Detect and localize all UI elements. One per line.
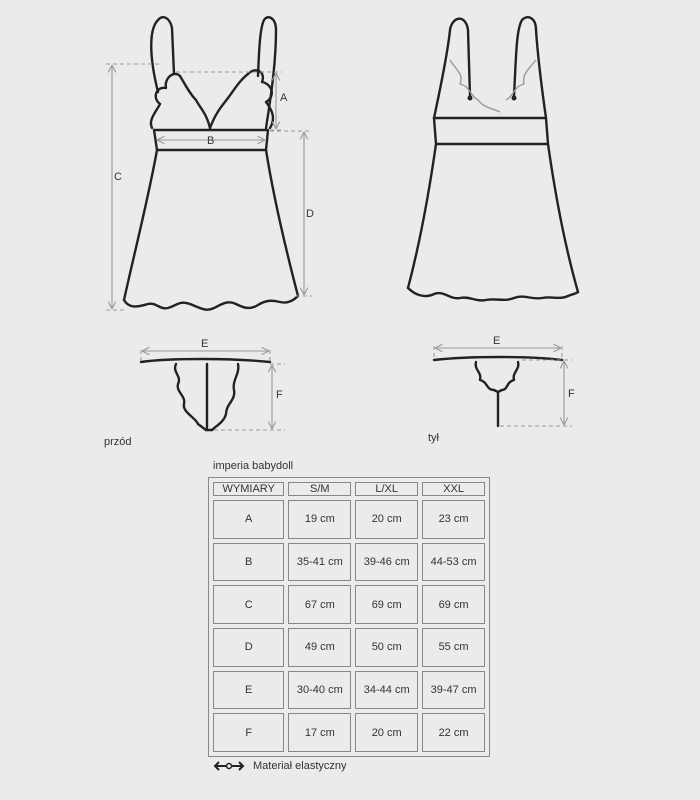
table-cell: 44-53 cm	[422, 543, 485, 582]
table-cell: 50 cm	[355, 628, 418, 667]
dim-label-b: B	[207, 135, 215, 147]
back-view-label: tył	[428, 432, 439, 444]
table-cell: 39-47 cm	[422, 671, 485, 710]
table-row	[213, 628, 485, 667]
column-header: L/XL	[355, 482, 418, 496]
dim-label-e-front: E	[201, 338, 209, 350]
column-header: XXL	[422, 482, 485, 496]
size-table	[208, 477, 490, 757]
front-view-label: przód	[104, 436, 132, 448]
table-row	[213, 713, 485, 752]
table-cell: 34-44 cm	[355, 671, 418, 710]
table-cell: F	[213, 713, 284, 752]
table-cell: 17 cm	[288, 713, 351, 752]
table-cell: E	[213, 671, 284, 710]
panty-front	[141, 350, 285, 430]
table-cell: B	[213, 543, 284, 582]
legend-label: Materiał elastyczny	[253, 760, 347, 772]
table-cell: 19 cm	[288, 500, 351, 539]
dim-label-f-back: F	[568, 388, 575, 400]
table-cell: A	[213, 500, 284, 539]
table-row	[213, 543, 485, 582]
column-header: S/M	[288, 482, 351, 496]
table-cell: 49 cm	[288, 628, 351, 667]
table-title: imperia babydoll	[213, 460, 294, 472]
table-cell: C	[213, 585, 284, 624]
table-cell: 22 cm	[422, 713, 485, 752]
table-cell: 39-46 cm	[355, 543, 418, 582]
dim-label-c: C	[114, 171, 122, 183]
table-cell: 20 cm	[355, 500, 418, 539]
table-cell: 69 cm	[422, 585, 485, 624]
table-cell: 69 cm	[355, 585, 418, 624]
table-cell: 23 cm	[422, 500, 485, 539]
elastic-arrow-icon	[213, 760, 245, 772]
panty-back	[434, 346, 572, 426]
babydoll-back	[408, 17, 578, 300]
table-cell: 35-41 cm	[288, 543, 351, 582]
table-row	[213, 585, 485, 624]
dim-label-f-front: F	[276, 389, 283, 401]
table-row	[213, 671, 485, 710]
legend	[213, 760, 347, 772]
table-cell: D	[213, 628, 284, 667]
table-header-row	[213, 482, 485, 496]
table-cell: 67 cm	[288, 585, 351, 624]
table-row	[213, 500, 485, 539]
dim-label-e-back: E	[493, 335, 501, 347]
table-cell: 55 cm	[422, 628, 485, 667]
table-cell: 30-40 cm	[288, 671, 351, 710]
column-header: WYMIARY	[213, 482, 284, 496]
dim-label-d: D	[306, 208, 314, 220]
table-cell: 20 cm	[355, 713, 418, 752]
dim-label-a: A	[280, 92, 288, 104]
babydoll-front	[106, 17, 312, 310]
